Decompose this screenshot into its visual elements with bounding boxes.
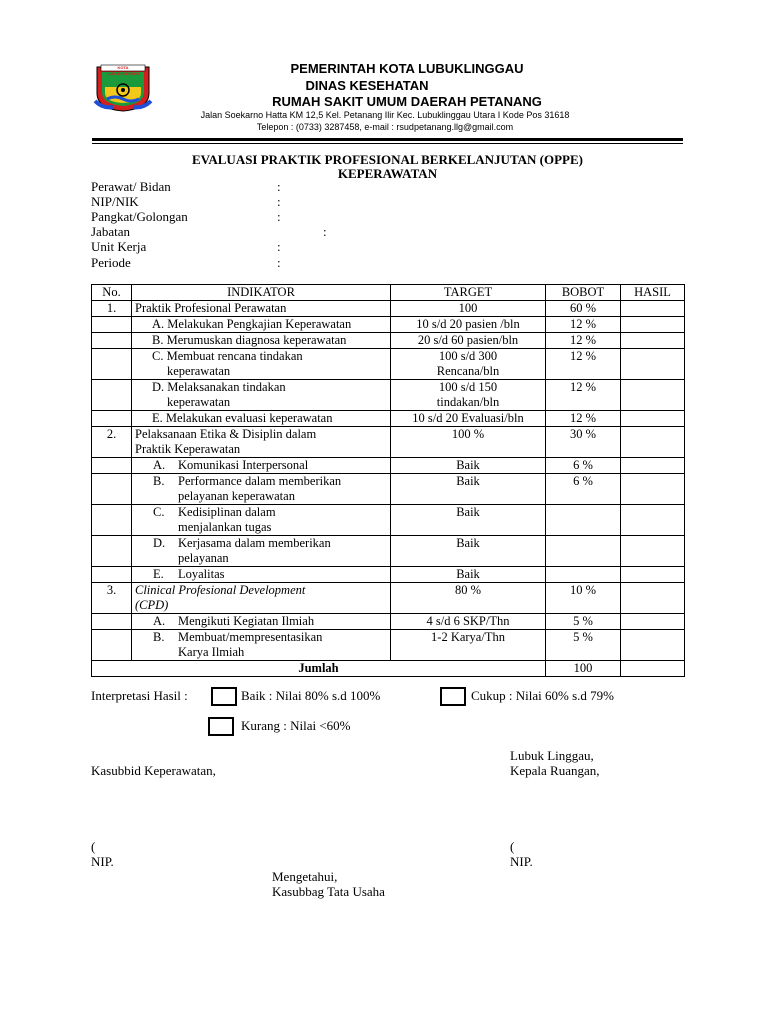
checkbox-baik[interactable]: [211, 687, 237, 706]
field-perawat-label: Perawat/ Bidan: [91, 179, 171, 194]
row-bobot: 6 %: [546, 474, 621, 505]
row-hasil[interactable]: [621, 505, 685, 536]
row-indikator-line2: pelayanan keperawatan: [178, 489, 295, 503]
row-indikator: [132, 567, 391, 583]
header-target: TARGET: [391, 285, 546, 301]
row-indikator-line2: keperawatan: [167, 395, 231, 409]
field-periode-label: Periode: [91, 255, 131, 270]
table-header-row: [92, 285, 685, 301]
table-row: [92, 427, 685, 458]
row-letter: D.: [153, 536, 166, 550]
row-indikator: [132, 427, 391, 458]
row-hasil[interactable]: [621, 474, 685, 505]
row-bobot: 12 %: [546, 317, 621, 333]
row-target: Baik: [391, 505, 546, 536]
row-bobot: 5 %: [546, 630, 621, 661]
row-target: 20 s/d 60 pasien/bln: [391, 333, 546, 349]
row-indikator-text: Mengikuti Kegiatan Ilmiah: [178, 614, 315, 628]
table-row: [92, 614, 685, 630]
signature-place: Lubuk Linggau,: [510, 748, 594, 763]
row-indikator-line2: keperawatan: [167, 364, 231, 378]
row-indikator: [132, 630, 391, 661]
logo-text: KOTA LUBUKLINGGAU: [106, 65, 140, 76]
field-pangkat-sep: :: [277, 209, 281, 224]
row-hasil[interactable]: [621, 630, 685, 661]
row-indikator: [132, 474, 391, 505]
row-indikator-line2: pelayanan: [178, 551, 229, 565]
row-indikator: B. Merumuskan diagnosa keperawatan: [132, 333, 391, 349]
row-target: [391, 380, 546, 411]
table-row: [92, 567, 685, 583]
row-bobot: 12 %: [546, 333, 621, 349]
row-bobot: 10 %: [546, 583, 621, 614]
table-row: [92, 411, 685, 427]
row-no: 1.: [92, 301, 132, 317]
row-target-line2: Rencana/bln: [436, 364, 500, 378]
document-title: EVALUASI PRAKTIK PROFESIONAL BERKELANJUTAN (OPPE): [191, 152, 583, 167]
row-indikator: A. Melakukan Pengkajian Keperawatan: [132, 317, 391, 333]
row-hasil[interactable]: [621, 317, 685, 333]
interpretation-label: Interpretasi Hasil :: [91, 688, 188, 703]
row-letter: B.: [153, 474, 165, 488]
row-target-line2: tindakan/bln: [436, 395, 500, 409]
row-bobot: [546, 567, 621, 583]
row-target: [391, 349, 546, 380]
interpretation-baik: Baik : Nilai 80% s.d 100%: [241, 688, 381, 703]
row-target: 4 s/d 6 SKP/Thn: [391, 614, 546, 630]
row-indikator-line1: Clinical Profesional Development: [135, 583, 306, 597]
row-indikator-line2: (CPD): [135, 598, 169, 612]
header-contact: Telepon : (0733) 3287458, e-mail : rsudpetanang.llg@gmail.com: [256, 122, 514, 132]
row-letter: E.: [153, 567, 164, 581]
field-nip-sep: :: [277, 194, 281, 209]
row-hasil[interactable]: [621, 301, 685, 317]
row-target: Baik: [391, 458, 546, 474]
row-indikator-text: Loyalitas: [178, 567, 225, 581]
row-hasil[interactable]: [621, 380, 685, 411]
row-bobot: 12 %: [546, 380, 621, 411]
row-target: Baik: [391, 536, 546, 567]
header-address: Jalan Soekarno Hatta KM 12,5 Kel. Petanang Ilir Kec. Lubuklinggau Utara I Kode Pos 31618: [200, 110, 570, 120]
signature-right-nip: NIP.: [510, 854, 533, 869]
header-rule-thick: [92, 138, 683, 141]
header-department: DINAS KESEHATAN: [305, 78, 429, 93]
field-periode-sep: :: [277, 255, 281, 270]
header-no: No.: [92, 285, 132, 301]
row-target: 10 s/d 20 pasien /bln: [391, 317, 546, 333]
row-bobot: 12 %: [546, 349, 621, 380]
row-target: 80 %: [391, 583, 546, 614]
row-indikator-line1: D. Melaksanakan tindakan: [152, 380, 286, 394]
table-row: [92, 380, 685, 411]
row-target-line1: 100 s/d 300: [438, 349, 498, 363]
total-bobot: 100: [546, 661, 621, 677]
signature-right-title: Kepala Ruangan,: [510, 763, 600, 778]
row-indikator: E. Melakukan evaluasi keperawatan: [132, 411, 391, 427]
row-hasil[interactable]: [621, 333, 685, 349]
interpretation-cukup: Cukup : Nilai 60% s.d 79%: [471, 688, 614, 703]
table-row: [92, 583, 685, 614]
row-target: Baik: [391, 474, 546, 505]
table-row: [92, 333, 685, 349]
row-indikator: [132, 380, 391, 411]
row-hasil[interactable]: [621, 349, 685, 380]
row-hasil[interactable]: [621, 567, 685, 583]
row-indikator: [132, 505, 391, 536]
table-row: [92, 630, 685, 661]
signature-left-nip: NIP.: [91, 854, 114, 869]
table-row: [92, 301, 685, 317]
field-pangkat-label: Pangkat/Golongan: [91, 209, 188, 224]
row-letter: A.: [153, 458, 166, 472]
row-hasil[interactable]: [621, 536, 685, 567]
row-bobot: 60 %: [546, 301, 621, 317]
total-hasil[interactable]: [621, 661, 685, 677]
field-perawat-sep: :: [277, 179, 281, 194]
table-row: [92, 317, 685, 333]
row-bobot: [546, 536, 621, 567]
header-indikator: INDIKATOR: [132, 285, 391, 301]
row-bobot: 5 %: [546, 614, 621, 630]
row-target: Baik: [391, 567, 546, 583]
field-unit-sep: :: [277, 239, 281, 254]
row-indikator-line1: Kerjasama dalam memberikan: [178, 536, 331, 550]
row-indikator: Praktik Profesional Perawatan: [132, 301, 391, 317]
header-hospital: RUMAH SAKIT UMUM DAERAH PETANANG: [272, 94, 542, 109]
row-indikator-text: Komunikasi Interpersonal: [178, 458, 309, 472]
evaluation-table: [91, 284, 685, 677]
interpretation-kurang: Kurang : Nilai <60%: [241, 718, 351, 733]
city-logo: [93, 63, 153, 113]
row-target: 1-2 Karya/Thn: [391, 630, 546, 661]
table-row: [92, 474, 685, 505]
checkbox-cukup[interactable]: [440, 687, 466, 706]
row-hasil[interactable]: [621, 427, 685, 458]
row-bobot: 30 %: [546, 427, 621, 458]
signature-left-paren: (: [91, 839, 96, 854]
header-rule-thin: [92, 143, 683, 144]
row-hasil[interactable]: [621, 614, 685, 630]
checkbox-kurang[interactable]: [208, 717, 234, 736]
row-indikator-line2: menjalankan tugas: [178, 520, 272, 534]
row-indikator-line1: Membuat/mempresentasikan: [178, 630, 323, 644]
table-row: [92, 505, 685, 536]
table-row: [92, 458, 685, 474]
signature-bottom-line2: Kasubbag Tata Usaha: [272, 884, 385, 899]
row-letter: B.: [153, 630, 165, 644]
row-indikator-line2: Karya Ilmiah: [178, 645, 245, 659]
total-label: Jumlah: [92, 661, 546, 677]
row-target: 100 %: [391, 427, 546, 458]
table-row: [92, 536, 685, 567]
row-hasil[interactable]: [621, 411, 685, 427]
signature-bottom-line1: Mengetahui,: [272, 869, 338, 884]
table-total-row: [92, 661, 685, 677]
row-indikator-line1: Kedisiplinan dalam: [178, 505, 276, 519]
row-bobot: [546, 505, 621, 536]
signature-right-paren: (: [510, 839, 515, 854]
row-indikator: [132, 536, 391, 567]
field-nip-label: NIP/NIK: [91, 194, 139, 209]
field-jabatan-sep: :: [323, 224, 327, 239]
row-target: 100: [391, 301, 546, 317]
field-unit-label: Unit Kerja: [91, 239, 147, 254]
row-bobot: 6 %: [546, 458, 621, 474]
row-target-line1: 100 s/d 150: [438, 380, 498, 394]
row-indikator: [132, 583, 391, 614]
row-indikator: [132, 614, 391, 630]
row-no: 2.: [92, 427, 132, 458]
row-hasil[interactable]: [621, 583, 685, 614]
field-jabatan-label: Jabatan: [91, 224, 130, 239]
row-indikator-line2: Praktik Keperawatan: [135, 442, 241, 456]
signature-left-title: Kasubbid Keperawatan,: [91, 763, 216, 778]
row-indikator-line1: Performance dalam memberikan: [178, 474, 342, 488]
row-bobot: 12 %: [546, 411, 621, 427]
row-indikator: [132, 458, 391, 474]
row-indikator-line1: C. Membuat rencana tindakan: [152, 349, 303, 363]
row-target: 10 s/d 20 Evaluasi/bln: [391, 411, 546, 427]
header-hasil: HASIL: [621, 285, 685, 301]
document-subtitle: KEPERAWATAN: [337, 166, 438, 181]
row-hasil[interactable]: [621, 458, 685, 474]
row-letter: C.: [153, 505, 165, 519]
header-bobot: BOBOT: [546, 285, 621, 301]
table-row: [92, 349, 685, 380]
row-indikator-line1: Pelaksanaan Etika & Disiplin dalam: [135, 427, 317, 441]
row-letter: A.: [153, 614, 166, 628]
row-indikator: [132, 349, 391, 380]
row-no: 3.: [92, 583, 132, 614]
header-government: PEMERINTAH KOTA LUBUKLINGGAU: [290, 61, 524, 76]
